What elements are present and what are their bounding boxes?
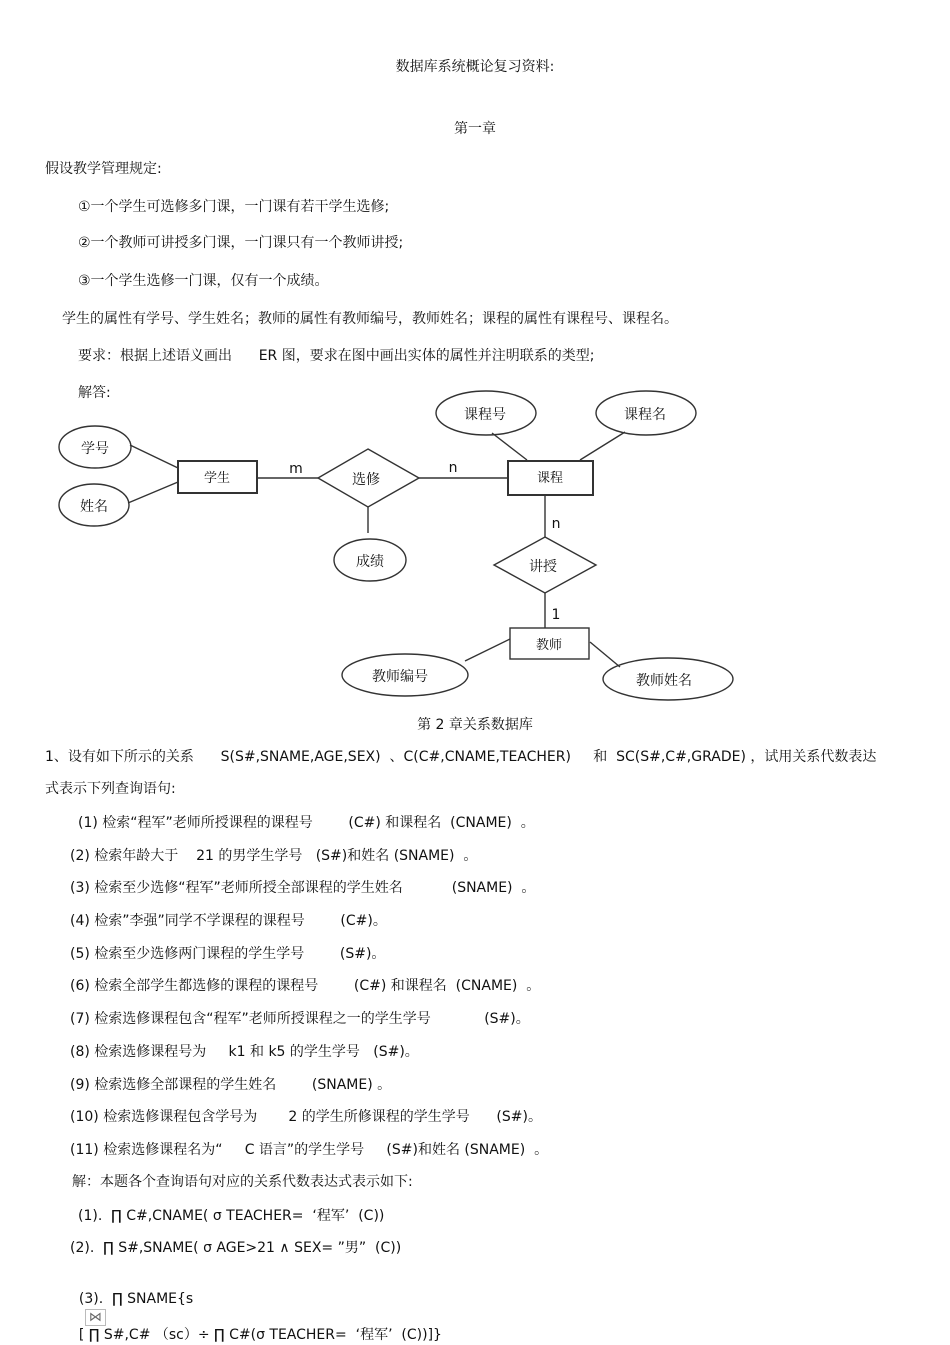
attribute-grade-label: 成绩 [356,554,384,570]
entity-student-label: 学生 [203,471,231,486]
answer-3-suffix: [ ∏ S#,C# （sc）÷ ∏ C#(σ TEACHER= ‘程军’ (C))]} [78,1327,442,1343]
rule-3: ③一个学生选修一门课，仅有一个成绩。 [78,273,329,289]
query-item: (5) 检索至少选修两门课程的学生学号 (S#)。 [70,946,386,962]
query-item: (6) 检索全部学生都选修的课程的课程号 (C#) 和课程名 (CNAME) 。 [70,978,541,994]
attribute-course-id-label: 课程号 [464,407,506,423]
cardinality-teach-teacher: 1 [551,607,561,623]
query-item: (9) 检索选修全部课程的学生姓名 (SNAME) 。 [70,1077,392,1093]
cardinality-elective-course: n [448,460,458,476]
natural-join-icon: ⋈ [85,1309,106,1326]
attribute-student-name-label: 姓名 [80,499,108,515]
question-intro-line-2: 式表示下列查询语句: [45,781,176,797]
edge-course-id [492,433,527,460]
attribute-course-name-label: 课程名 [624,407,666,423]
answer-3-prefix: (3). ∏ SNAME{s [78,1291,194,1307]
er-diagram [0,385,950,705]
answer-item-3 [70,1272,442,1344]
attribute-teacher-id-label: 教师编号 [372,669,428,685]
answer-label: 解答: [78,385,111,401]
answer-item: (1). ∏ C#,CNAME( σ TEACHER= ‘程军’ (C)) [78,1208,385,1224]
rule-2: ②一个教师可讲授多门课，一门课只有一个教师讲授; [78,235,404,251]
edge-teacher-name [590,642,620,667]
question-intro-line-1: 1、设有如下所示的关系 S(S#,SNAME,AGE,SEX) 、C(C#,CNAME,TEACHER) 和 SC(S#,C#,GRADE) ，试用关系代数表达 [45,749,877,765]
answer-item: (2). ∏ S#,SNAME( σ AGE>21 ∧ SEX= ”男” (C)) [70,1240,402,1256]
doc-title: 数据库系统概论复习资料: [395,59,555,75]
query-item: (11) 检索选修课程名为“ C 语言”的学生学号 (S#)和姓名 (SNAME) 。 [70,1142,549,1158]
intro-text: 假设教学管理规定: [45,161,162,177]
chapter2-heading: 第 2 章关系数据库 [417,717,533,733]
query-item: (3) 检索至少选修“程军”老师所授全部课程的学生姓名 (SNAME) 。 [70,880,536,896]
rule-1: ①一个学生可选修多门课，一门课有若干学生选修; [78,199,390,215]
edge-teacher-id [465,639,510,661]
query-item: (4) 检索”李强”同学不学课程的课程号 (C#)。 [70,913,387,929]
attributes-text: 学生的属性有学号、学生姓名；教师的属性有教师编号，教师姓名；课程的属性有课程号、课程名。 [62,311,678,327]
entity-teacher-label: 教师 [535,638,563,653]
query-item: (8) 检索选修课程号为 k1 和 k5 的学生学号 (S#)。 [70,1044,419,1060]
cardinality-course-teach: n [551,516,561,532]
entity-course-label: 课程 [536,471,564,486]
attribute-teacher-name-label: 教师姓名 [636,673,692,689]
edge-student-id [130,445,178,468]
edge-student-name [128,482,178,503]
attribute-student-id-label: 学号 [81,441,109,457]
requirement-text: 要求：根据上述语义画出 ER 图，要求在图中画出实体的属性并注明联系的类型; [78,348,595,364]
query-item: (1) 检索“程军”老师所授课程的课程号 (C#) 和课程名 (CNAME) 。 [78,815,535,831]
solution-intro: 解：本题各个查询语句对应的关系代数表达式表示如下: [72,1174,413,1190]
chapter1-heading: 第一章 [454,121,496,137]
query-item: (10) 检索选修课程包含学号为 2 的学生所修课程的学生学号 (S#)。 [70,1109,542,1125]
edge-course-name [580,432,625,460]
query-item: (7) 检索选修课程包含“程军”老师所授课程之一的学生学号 (S#)。 [70,1011,530,1027]
relationship-teach-label: 讲授 [529,559,557,575]
relationship-elective-label: 选修 [352,472,380,488]
cardinality-student-elective: m [289,461,303,477]
query-item: (2) 检索年龄大于 21 的男学生学号 (S#)和姓名 (SNAME) 。 [70,848,478,864]
